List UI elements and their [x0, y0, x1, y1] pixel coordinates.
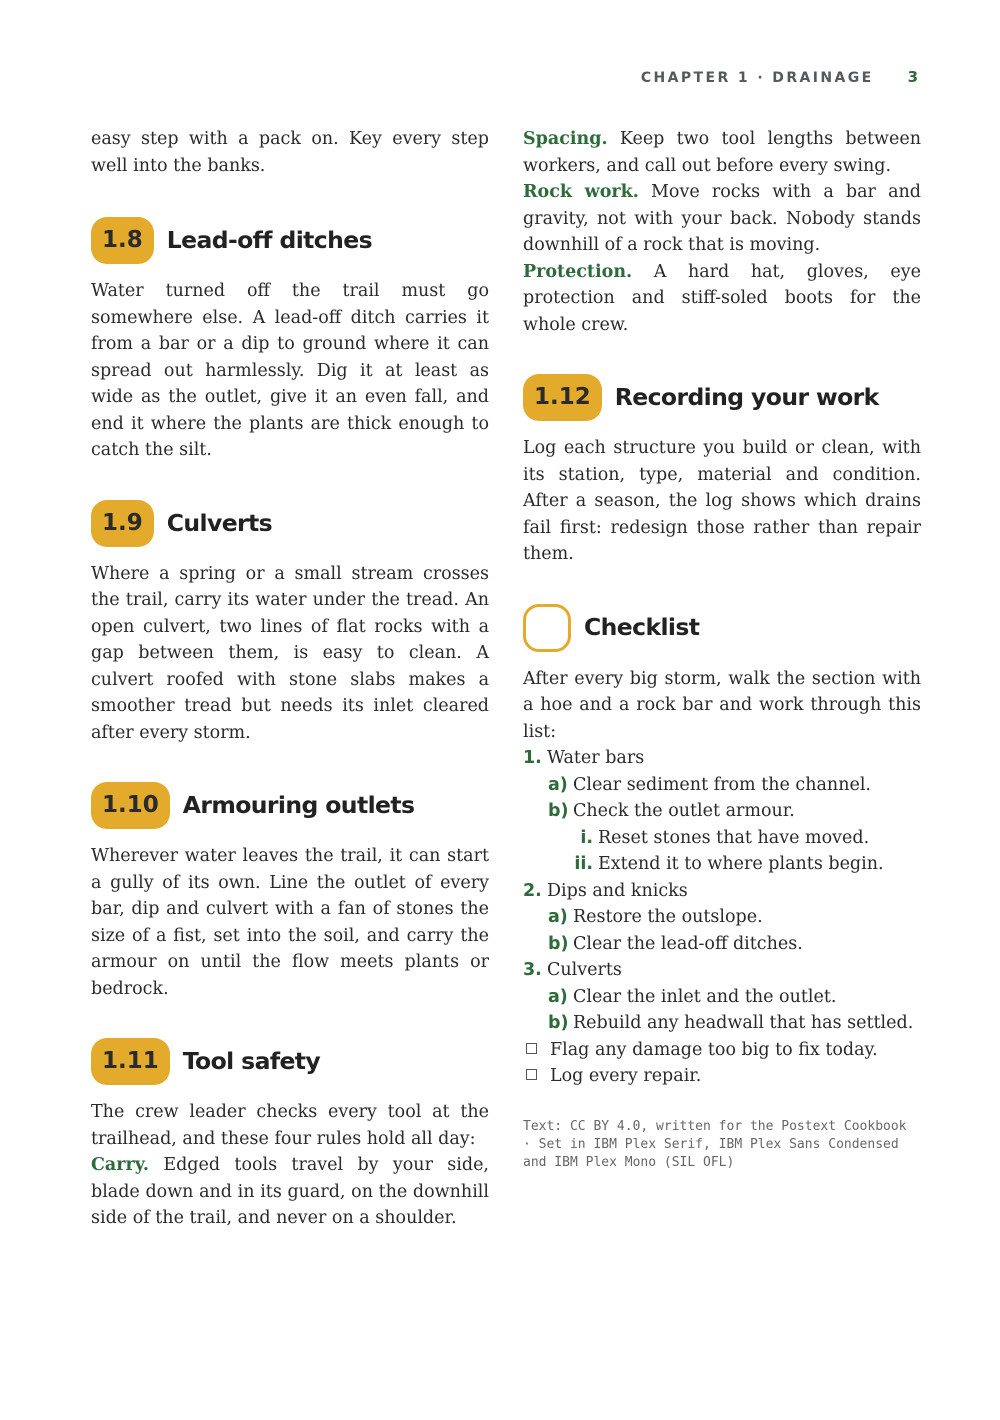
list-marker: i. — [580, 827, 593, 848]
section-title: Lead-off ditches — [166, 226, 372, 255]
list-text: Clear the inlet and the outlet. — [573, 986, 837, 1007]
list-text: Reset stones that have moved. — [598, 827, 870, 848]
rule-lead: Protection. — [523, 261, 633, 282]
list-item — [548, 798, 921, 825]
colophon: Text: CC BY 4.0, written for the Postext Cookbook · Set in IBM Plex Serif, IBM Plex Sans Condensed and IBM Plex Mono (SIL OFL) — [523, 1118, 907, 1170]
empty-checkbox-badge — [523, 604, 571, 652]
list-item — [573, 825, 921, 852]
list-text: Clear the lead-off ditches. — [573, 933, 803, 954]
section-body-1-11: The crew leader checks every tool at the trailhead, and these four rules hold all day: — [91, 1102, 489, 1149]
section-number-badge: 1.10 — [91, 782, 170, 829]
section-heading-1-12 — [523, 374, 921, 421]
rule-text: Move rocks with a bar and gravity, not with your back. Nobody stands downhill of a rock that is moving. — [523, 182, 921, 255]
chapter-label: CHAPTER 1 · DRAINAGE — [640, 70, 874, 86]
rule-carry — [91, 1152, 489, 1232]
rule-spacing — [523, 126, 921, 179]
list-marker: 1. — [523, 748, 542, 768]
checkbox-item — [523, 1037, 921, 1064]
section-title: Recording your work — [614, 383, 879, 412]
section-title: Checklist — [584, 613, 700, 642]
running-header — [641, 68, 918, 86]
list-text: Clear sediment from the channel. — [573, 774, 871, 795]
section-body-1-12: Log each structure you build or clean, with its station, type, material and condition. After a season, the log shows which drains fail first: redesign those rather than repair them. — [523, 438, 921, 564]
section-heading-1-11 — [91, 1038, 489, 1085]
list-text: Dips and knicks — [547, 880, 688, 901]
section-number-badge: 1.9 — [91, 500, 154, 547]
page-number: 3 — [907, 68, 918, 86]
list-item — [523, 957, 921, 984]
list-text: Flag any damage too big to fix today. — [550, 1039, 878, 1060]
section-number-badge: 1.8 — [91, 217, 154, 264]
rule-lead: Carry. — [91, 1155, 149, 1175]
list-item — [523, 878, 921, 905]
list-marker: 3. — [523, 960, 542, 980]
section-heading-1-8 — [91, 217, 489, 264]
section-body-1-9: Where a spring or a small stream crosses the trail, carry its water under the tread. An open culvert, two lines of flat rocks with a gap between them, is easy to clean. A culvert roofed with stone slabs makes a smoother tread but needs its inlet cleared after every storm. — [91, 563, 489, 743]
list-marker: a) — [548, 774, 568, 795]
list-text: Extend it to where plants begin. — [598, 854, 884, 874]
list-marker: a) — [548, 986, 568, 1007]
list-text: Log every repair. — [550, 1066, 702, 1086]
list-marker: 2. — [523, 880, 542, 901]
list-item — [573, 851, 921, 878]
rule-text: Keep two tool lengths between workers, and call out before every swing. — [523, 129, 921, 176]
section-title: Armouring outlets — [182, 791, 415, 820]
section-body-1-8: Water turned off the trail must go somewhere else. A lead-off ditch carries it from a bar or a dip to ground where it can spread out harmlessly. Dig it at least as wide as the outlet, give it an even fall, and end it where the plants are thick enough to catch the silt. — [91, 281, 489, 460]
section-number-badge: 1.12 — [523, 374, 602, 421]
rule-lead: Spacing. — [523, 129, 608, 149]
list-marker: b) — [548, 933, 569, 954]
list-marker: b) — [548, 1013, 569, 1033]
list-item — [548, 904, 921, 931]
section-heading-1-9 — [91, 500, 489, 547]
section-body-1-10: Wherever water leaves the trail, it can start a gully of its own. Line the outlet of every bar, dip and culvert with a fan of stones the size of a fist, set into the soil, and carry the armour on until the flow meets plants or bedrock. — [91, 846, 489, 999]
section-title: Culverts — [166, 508, 273, 537]
right-column — [523, 126, 921, 1172]
checklist-intro: After every big storm, walk the section with a hoe and a rock bar and work through this list: — [523, 668, 921, 742]
left-column — [91, 126, 489, 1232]
rule-protection — [523, 259, 921, 339]
list-text: Check the outlet armour. — [573, 801, 795, 821]
checkbox-icon — [523, 1037, 550, 1064]
list-text: Restore the outslope. — [573, 907, 763, 927]
list-item — [548, 1010, 921, 1037]
list-marker: a) — [548, 907, 568, 927]
checkbox-item — [523, 1063, 921, 1090]
list-text: Rebuild any headwall that has settled. — [573, 1013, 914, 1033]
list-item — [523, 745, 921, 772]
list-item — [548, 772, 921, 799]
list-item — [548, 984, 921, 1011]
rule-lead: Rock work. — [523, 182, 639, 202]
section-number-badge: 1.11 — [91, 1038, 170, 1085]
section-heading-checklist — [523, 604, 921, 652]
list-text: Culverts — [547, 960, 622, 980]
checkbox-icon — [523, 1063, 550, 1090]
list-item — [548, 931, 921, 958]
rule-text: A hard hat, gloves, eye protection and stiff-soled boots for the whole crew. — [523, 261, 921, 335]
section-title: Tool safety — [182, 1047, 321, 1076]
checklist — [523, 745, 921, 1090]
section-heading-1-10 — [91, 782, 489, 829]
list-text: Water bars — [547, 748, 645, 768]
rule-rock-work — [523, 179, 921, 259]
intro-paragraph: easy step with a pack on. Key every step well into the banks. — [91, 129, 489, 176]
list-marker: b) — [548, 801, 569, 821]
list-marker: ii. — [574, 854, 593, 874]
rule-text: Edged tools travel by your side, blade down and in its guard, on the downhill side of the trail, and never on a shoulder. — [91, 1155, 489, 1228]
